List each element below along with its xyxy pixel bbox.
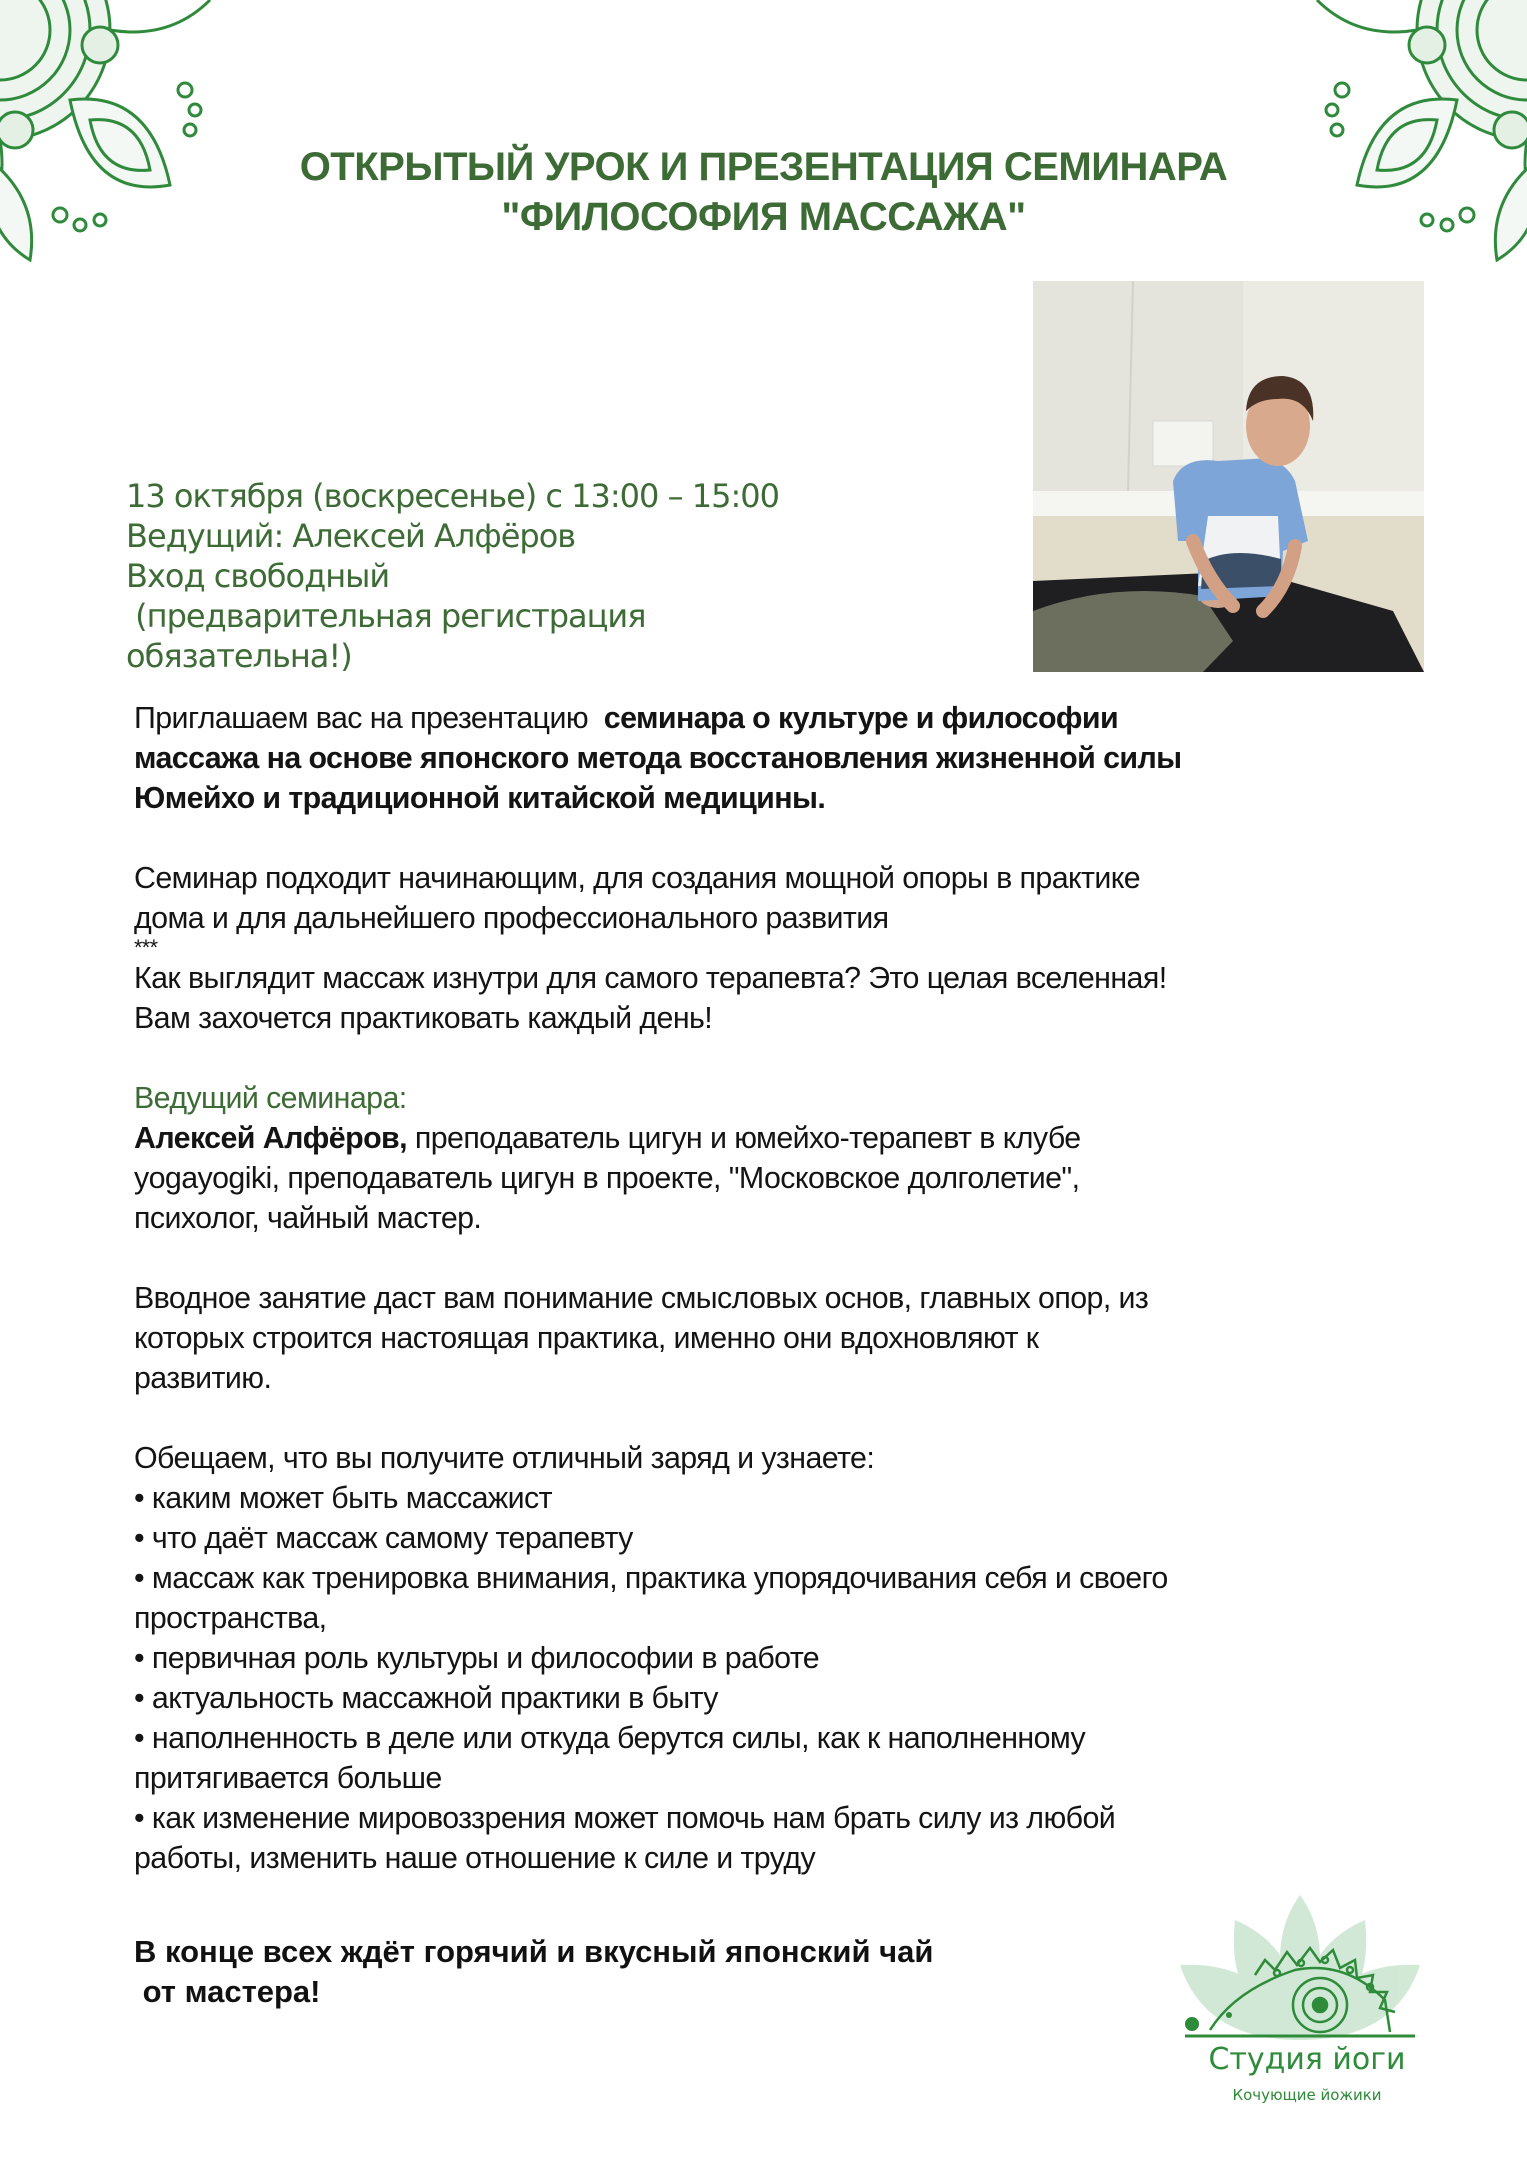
- presenter-name: Алексей Алфёров,: [134, 1120, 407, 1155]
- logo-subtitle: Кочующие йожики: [1232, 2086, 1382, 2104]
- promise-line: • массаж как тренировка внимания, практика упорядочивания себя и своего: [134, 1560, 1168, 1595]
- presenter-heading: Ведущий семинара:: [134, 1080, 407, 1115]
- presenter-line-1: [134, 1118, 1428, 1158]
- separator: ***: [134, 935, 158, 960]
- promise-line: пространства,: [134, 1600, 327, 1635]
- intro-regular: Приглашаем вас на презентацию: [134, 700, 604, 735]
- photo-instructor-massage-icon: [1033, 281, 1424, 672]
- event-info: [126, 476, 779, 676]
- presenter-line-2: yogayogiki, преподаватель цигун в проекте, "Московское долголетие",: [134, 1160, 1080, 1195]
- page-title: [0, 142, 1527, 242]
- event-entry: Вход свободный: [126, 557, 390, 595]
- promise-line: • первичная роль культуры и философии в работе: [134, 1640, 820, 1675]
- event-host: Ведущий: Алексей Алфёров: [126, 517, 576, 555]
- suitability-line-1: Семинар подходит начинающим, для создания мощной опоры в практике: [134, 860, 1141, 895]
- description: [134, 698, 1428, 1878]
- closing-line-1: В конце всех ждёт горячий и вкусный японский чай: [134, 1934, 934, 1969]
- promise-line: • что даёт массаж самому терапевту: [134, 1520, 633, 1555]
- intro-line-3: [134, 778, 1428, 818]
- promise-heading: Обещаем, что вы получите отличный заряд и узнаете:: [134, 1440, 875, 1475]
- logo-name: Студия йоги: [1208, 2042, 1406, 2077]
- presenter-role: преподаватель цигун и юмейхо-терапевт в клубе: [406, 1120, 1081, 1155]
- event-date-time: 13 октября (воскресенье) с 13:00 – 15:00: [126, 477, 779, 515]
- intro-bold-2: массажа на основе японского метода восстановления жизненной силы: [134, 740, 1182, 775]
- intro-session-line-1: Вводное занятие даст вам понимание смысловых основ, главных опор, из: [134, 1280, 1149, 1315]
- promise-line: • каким может быть массажист: [134, 1480, 552, 1515]
- presenter-line-3: психолог, чайный мастер.: [134, 1200, 482, 1235]
- promise-line: притягивается больше: [134, 1760, 442, 1795]
- intro-line-2: [134, 738, 1428, 778]
- intro-line-1: [134, 698, 1428, 738]
- event-registration-1: (предварительная регистрация: [126, 597, 646, 635]
- promise-line: • наполненность в деле или откуда берутся силы, как к наполненному: [134, 1720, 1086, 1755]
- intro-bold-3: Юмейхо и традиционной китайской медицины.: [134, 780, 826, 815]
- closing-line-2: от мастера!: [134, 1974, 321, 2009]
- intro-bold: семинара о культуре и философии: [603, 700, 1119, 735]
- promise-line: работы, изменить наше отношение к силе и труду: [134, 1840, 816, 1875]
- intro-session-line-3: развитию.: [134, 1360, 272, 1395]
- intro-session-line-2: которых строится настоящая практика, именно они вдохновляют к: [134, 1320, 1039, 1355]
- promise-line: • актуальность массажной практики в быту: [134, 1680, 718, 1715]
- title-line-1: ОТКРЫТЫЙ УРОК И ПРЕЗЕНТАЦИЯ СЕМИНАРА: [299, 145, 1228, 189]
- title-line-2: "ФИЛОСОФИЯ МАССАЖА": [501, 195, 1026, 239]
- suitability-line-3: Как выглядит массаж изнутри для самого терапевта? Это целая вселенная!: [134, 960, 1167, 995]
- closing-note: [134, 1932, 933, 2012]
- suitability-line-2: дома и для дальнейшего профессионального развития: [134, 900, 889, 935]
- promise-line: • как изменение мировоззрения может помочь нам брать силу из любой: [134, 1800, 1116, 1835]
- suitability-line-4: Вам захочется практиковать каждый день!: [134, 1000, 713, 1035]
- instructor-photo: [1033, 281, 1424, 672]
- event-registration-2: обязательна!): [126, 637, 352, 675]
